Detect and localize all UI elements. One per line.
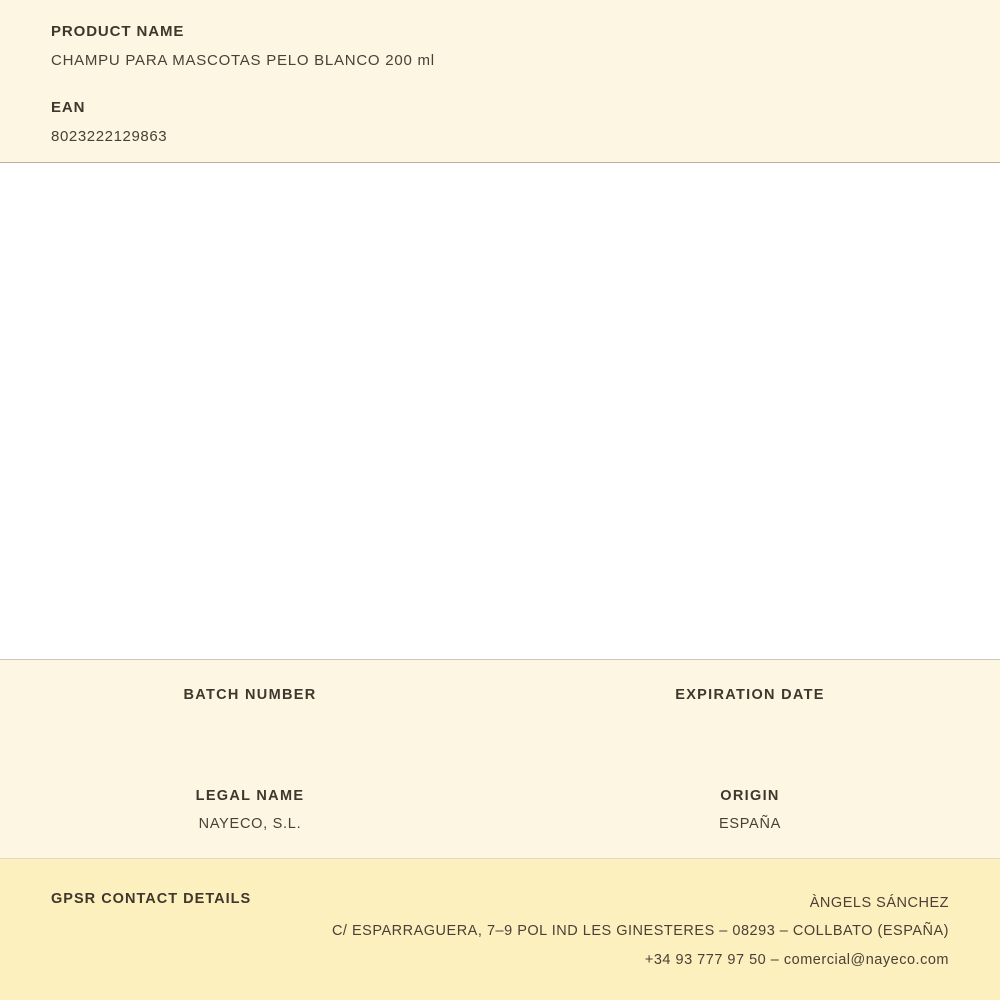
batch-number-label: BATCH NUMBER (183, 686, 317, 703)
gpsr-footer (0, 859, 1000, 1000)
batch-expiration-row (0, 686, 1000, 725)
gpsr-phone-email: +34 93 777 97 50 – comercial@nayeco.com (644, 951, 949, 968)
product-name-field (0, 22, 1000, 70)
ean-label: EAN (51, 99, 86, 116)
origin-label: ORIGIN (720, 787, 780, 804)
ean-field (0, 98, 1000, 146)
gpsr-label: GPSR CONTACT DETAILS (51, 891, 252, 908)
legal-origin-row (0, 787, 1000, 835)
origin-value: ESPAÑA (718, 816, 782, 833)
batch-number-column (0, 686, 500, 725)
product-name-label: PRODUCT NAME (51, 23, 185, 40)
batch-details-band (0, 660, 1000, 860)
expiration-date-column (500, 686, 1000, 725)
gpsr-contact-person: ÀNGELS SÁNCHEZ (809, 895, 949, 912)
legal-name-label: LEGAL NAME (195, 787, 305, 804)
origin-column (500, 787, 1000, 835)
gpsr-details (332, 889, 949, 974)
expiration-date-label: EXPIRATION DATE (675, 686, 825, 703)
legal-name-value: NAYECO, S.L. (198, 816, 302, 833)
product-name-value: CHAMPU PARA MASCOTAS PELO BLANCO 200 ml (51, 51, 435, 69)
legal-name-column (0, 787, 500, 835)
ean-value: 8023222129863 (51, 127, 168, 145)
gpsr-address: C/ ESPARRAGUERA, 7–9 POL IND LES GINESTERES – 08293 – COLLBATO (ESPAÑA) (331, 923, 949, 940)
product-header-block (0, 0, 1000, 163)
product-image-area (0, 163, 1000, 660)
